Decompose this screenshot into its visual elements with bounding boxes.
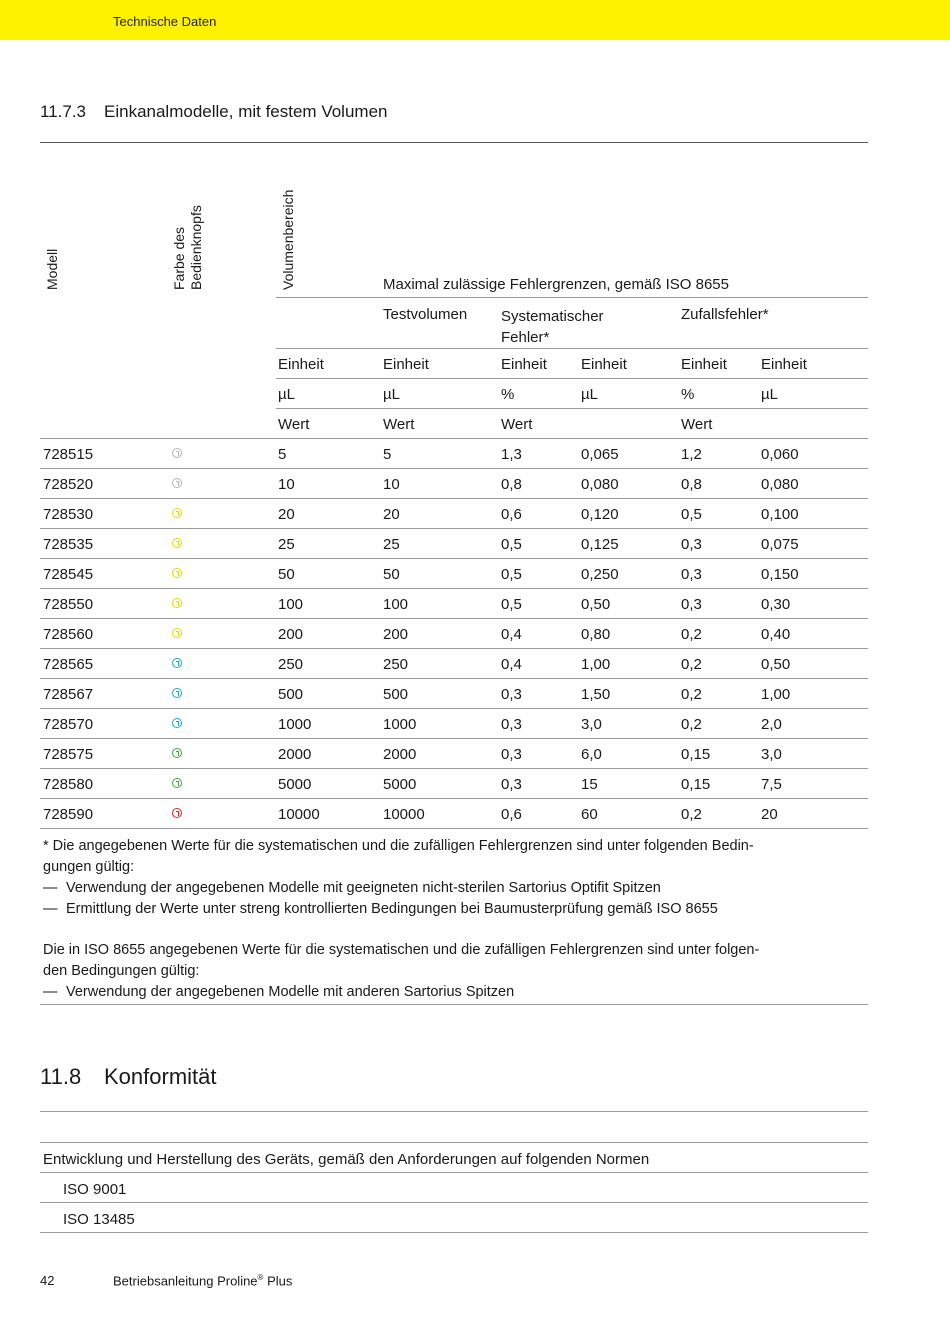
unit-label-cell: Einheit (681, 356, 727, 373)
cell-rnd-ul: 0,075 (761, 536, 799, 553)
cell-model: 728590 (43, 806, 94, 823)
row-rule (40, 588, 868, 589)
unit-cell: µL (278, 386, 295, 403)
cell-rnd-pct: 0,3 (681, 536, 702, 553)
cell-model: 728515 (43, 446, 94, 463)
unit-cell: % (501, 386, 515, 403)
footnote-line: Die in ISO 8655 angegebenen Werte für die systematischen und die zufälligen Fehlergrenzen sind unter folgen- (43, 942, 760, 958)
cell-vol: 200 (278, 626, 304, 643)
cell-sys-pct: 0,3 (501, 686, 522, 703)
header-rule (276, 348, 868, 349)
row-rule (40, 648, 868, 649)
knob-color-icon (172, 808, 182, 818)
cell-model: 728580 (43, 776, 94, 793)
cell-sys-pct: 0,5 (501, 566, 522, 583)
knob-color-icon (172, 688, 182, 698)
header-rule (276, 297, 868, 298)
footnote-bullet: Ermittlung der Werte unter streng kontrollierten Bedingungen bei Baumusterprüfung gemäß ISO 8655 (66, 901, 718, 917)
cell-sys-pct: 0,6 (501, 806, 522, 823)
value-label-cell: Wert (383, 416, 415, 433)
section-title: Konformität (104, 1064, 217, 1089)
cell-sys-ul: 15 (581, 776, 598, 793)
unit-cell: µL (581, 386, 598, 403)
unit-cell: µL (383, 386, 400, 403)
cell-rnd-ul: 0,100 (761, 506, 799, 523)
cell-vol: 5 (278, 446, 287, 463)
cell-vol: 50 (278, 566, 295, 583)
cell-vol: 5000 (278, 776, 312, 793)
cell-sys-ul: 6,0 (581, 746, 602, 763)
row-rule (40, 558, 868, 559)
row-rule (40, 708, 868, 709)
knob-color-icon (172, 628, 182, 638)
cell-rnd-pct: 0,2 (681, 716, 702, 733)
footer-title-text: Betriebsanleitung Proline (113, 1273, 258, 1289)
col-header-knob-color: Farbe des Bedienknopfs (171, 205, 204, 290)
cell-rnd-ul: 20 (761, 806, 778, 823)
col-header-model: Modell (44, 248, 60, 290)
section-number: 11.8 (40, 1064, 82, 1089)
header-bar (0, 0, 950, 40)
cell-sys-pct: 0,6 (501, 506, 522, 523)
footnote-line: den Bedingungen gültig: (43, 963, 200, 979)
row-rule (40, 618, 868, 619)
row-rule (40, 468, 868, 469)
cell-sys-ul: 0,125 (581, 536, 619, 553)
knob-color-icon (172, 568, 182, 578)
cell-vol: 1000 (278, 716, 312, 733)
cell-vol: 25 (278, 536, 295, 553)
cell-rnd-pct: 0,3 (681, 566, 702, 583)
unit-label-cell: Einheit (501, 356, 547, 373)
cell-sys-pct: 0,5 (501, 596, 522, 613)
knob-color-icon (172, 718, 182, 728)
footnote-bullet: Verwendung der angegebenen Modelle mit anderen Sartorius Spitzen (66, 984, 515, 1000)
value-label-cell: Wert (681, 416, 713, 433)
cell-sys-pct: 0,3 (501, 776, 522, 793)
knob-color-icon (172, 778, 182, 788)
cell-rnd-ul: 0,150 (761, 566, 799, 583)
page-number: 42 (40, 1273, 55, 1288)
footnote-dash: — (43, 901, 58, 917)
cell-test: 20 (383, 506, 400, 523)
cell-model: 728535 (43, 536, 94, 553)
cell-rnd-ul: 0,50 (761, 656, 791, 673)
row-rule (40, 498, 868, 499)
cell-sys-ul: 1,50 (581, 686, 611, 703)
value-label-cell: Wert (501, 416, 533, 433)
header-rule (276, 408, 868, 409)
cell-sys-ul: 60 (581, 806, 598, 823)
header-rule (276, 378, 868, 379)
table-rule (40, 1172, 868, 1173)
cell-model: 728567 (43, 686, 94, 703)
cell-vol: 10 (278, 476, 295, 493)
knob-color-icon (172, 658, 182, 668)
norm-item: ISO 9001 (63, 1181, 127, 1198)
subheader-random: Zufallsfehler* (681, 306, 769, 323)
cell-test: 250 (383, 656, 409, 673)
cell-rnd-ul: 1,00 (761, 686, 791, 703)
cell-rnd-pct: 0,3 (681, 596, 702, 613)
cell-sys-ul: 0,80 (581, 626, 611, 643)
cell-model: 728550 (43, 596, 94, 613)
cell-rnd-ul: 7,5 (761, 776, 782, 793)
group-header-error-limits: Maximal zulässige Fehlergrenzen, gemäß ISO 8655 (383, 276, 729, 293)
table-rule (40, 1142, 868, 1143)
footnote-dash: — (43, 880, 58, 896)
cell-test: 5000 (383, 776, 417, 793)
knob-color-icon (172, 598, 182, 608)
cell-rnd-pct: 0,2 (681, 656, 702, 673)
cell-sys-ul: 0,50 (581, 596, 611, 613)
cell-test: 25 (383, 536, 400, 553)
cell-model: 728565 (43, 656, 94, 673)
unit-label-cell: Einheit (761, 356, 807, 373)
header-section-label: Technische Daten (113, 14, 217, 29)
footnote-rule (40, 1004, 868, 1005)
row-rule (40, 768, 868, 769)
row-rule (40, 798, 868, 799)
cell-vol: 2000 (278, 746, 312, 763)
cell-test: 10 (383, 476, 400, 493)
cell-rnd-pct: 0,8 (681, 476, 702, 493)
header-rule (40, 438, 868, 439)
cell-rnd-ul: 2,0 (761, 716, 782, 733)
cell-test: 5 (383, 446, 392, 463)
footnote-bullet: Verwendung der angegebenen Modelle mit geeigneten nicht-sterilen Sartorius Optifit Spitzen (66, 880, 661, 896)
cell-test: 2000 (383, 746, 417, 763)
knob-color-icon (172, 448, 182, 458)
cell-vol: 20 (278, 506, 295, 523)
cell-rnd-pct: 0,5 (681, 506, 702, 523)
cell-test: 100 (383, 596, 409, 613)
cell-rnd-pct: 0,15 (681, 776, 711, 793)
table-rule (40, 1202, 868, 1203)
subheader-test-volume: Testvolumen (383, 306, 468, 323)
heading-rule (40, 142, 868, 143)
cell-rnd-ul: 0,30 (761, 596, 791, 613)
cell-test: 10000 (383, 806, 425, 823)
cell-model: 728545 (43, 566, 94, 583)
table-rule (40, 1232, 868, 1233)
cell-sys-ul: 0,080 (581, 476, 619, 493)
unit-cell: % (681, 386, 695, 403)
footer-doc-title (113, 1273, 292, 1288)
row-rule (40, 828, 868, 829)
registered-mark: ® (257, 1273, 264, 1282)
section-rule (40, 1111, 868, 1112)
subheader-systematic: Systematischer Fehler* (501, 308, 604, 346)
cell-rnd-ul: 3,0 (761, 746, 782, 763)
footer-title-suffix: Plus (263, 1273, 293, 1289)
cell-vol: 500 (278, 686, 304, 703)
norm-item: ISO 13485 (63, 1211, 135, 1228)
cell-test: 200 (383, 626, 409, 643)
knob-color-icon (172, 748, 182, 758)
row-rule (40, 528, 868, 529)
cell-sys-pct: 0,5 (501, 536, 522, 553)
cell-rnd-pct: 0,2 (681, 686, 702, 703)
footnote-line: gungen gültig: (43, 859, 135, 875)
cell-sys-pct: 0,3 (501, 716, 522, 733)
cell-rnd-pct: 0,2 (681, 626, 702, 643)
col-header-volume-range: Volumenbereich (280, 189, 296, 290)
knob-color-icon (172, 478, 182, 488)
unit-label-cell: Einheit (383, 356, 429, 373)
footnote-dash: — (43, 984, 58, 1000)
cell-sys-ul: 0,065 (581, 446, 619, 463)
knob-color-icon (172, 538, 182, 548)
section-title: Einkanalmodelle, mit festem Volumen (104, 102, 388, 121)
knob-color-icon (172, 508, 182, 518)
cell-model: 728575 (43, 746, 94, 763)
cell-sys-ul: 0,120 (581, 506, 619, 523)
unit-label-cell: Einheit (581, 356, 627, 373)
cell-sys-pct: 0,3 (501, 746, 522, 763)
cell-sys-ul: 3,0 (581, 716, 602, 733)
cell-model: 728560 (43, 626, 94, 643)
cell-sys-ul: 0,250 (581, 566, 619, 583)
cell-test: 500 (383, 686, 409, 703)
cell-sys-pct: 0,4 (501, 626, 522, 643)
row-rule (40, 678, 868, 679)
cell-test: 50 (383, 566, 400, 583)
unit-cell: µL (761, 386, 778, 403)
cell-rnd-pct: 1,2 (681, 446, 702, 463)
cell-test: 1000 (383, 716, 417, 733)
cell-model: 728530 (43, 506, 94, 523)
cell-rnd-pct: 0,2 (681, 806, 702, 823)
section-number: 11.7.3 (40, 102, 87, 121)
cell-sys-pct: 0,4 (501, 656, 522, 673)
cell-model: 728570 (43, 716, 94, 733)
cell-vol: 250 (278, 656, 304, 673)
cell-rnd-pct: 0,15 (681, 746, 711, 763)
cell-model: 728520 (43, 476, 94, 493)
cell-sys-pct: 0,8 (501, 476, 522, 493)
conformity-intro: Entwicklung und Herstellung des Geräts, gemäß den Anforderungen auf folgenden Normen (43, 1151, 650, 1168)
cell-sys-ul: 1,00 (581, 656, 611, 673)
unit-label-cell: Einheit (278, 356, 324, 373)
cell-vol: 100 (278, 596, 304, 613)
row-rule (40, 738, 868, 739)
cell-rnd-ul: 0,40 (761, 626, 791, 643)
value-label-cell: Wert (278, 416, 310, 433)
cell-sys-pct: 1,3 (501, 446, 522, 463)
cell-vol: 10000 (278, 806, 320, 823)
cell-rnd-ul: 0,060 (761, 446, 799, 463)
cell-rnd-ul: 0,080 (761, 476, 799, 493)
footnote-line: * Die angegebenen Werte für die systematischen und die zufälligen Fehlergrenzen sind unter folgenden Bedin- (43, 838, 754, 854)
